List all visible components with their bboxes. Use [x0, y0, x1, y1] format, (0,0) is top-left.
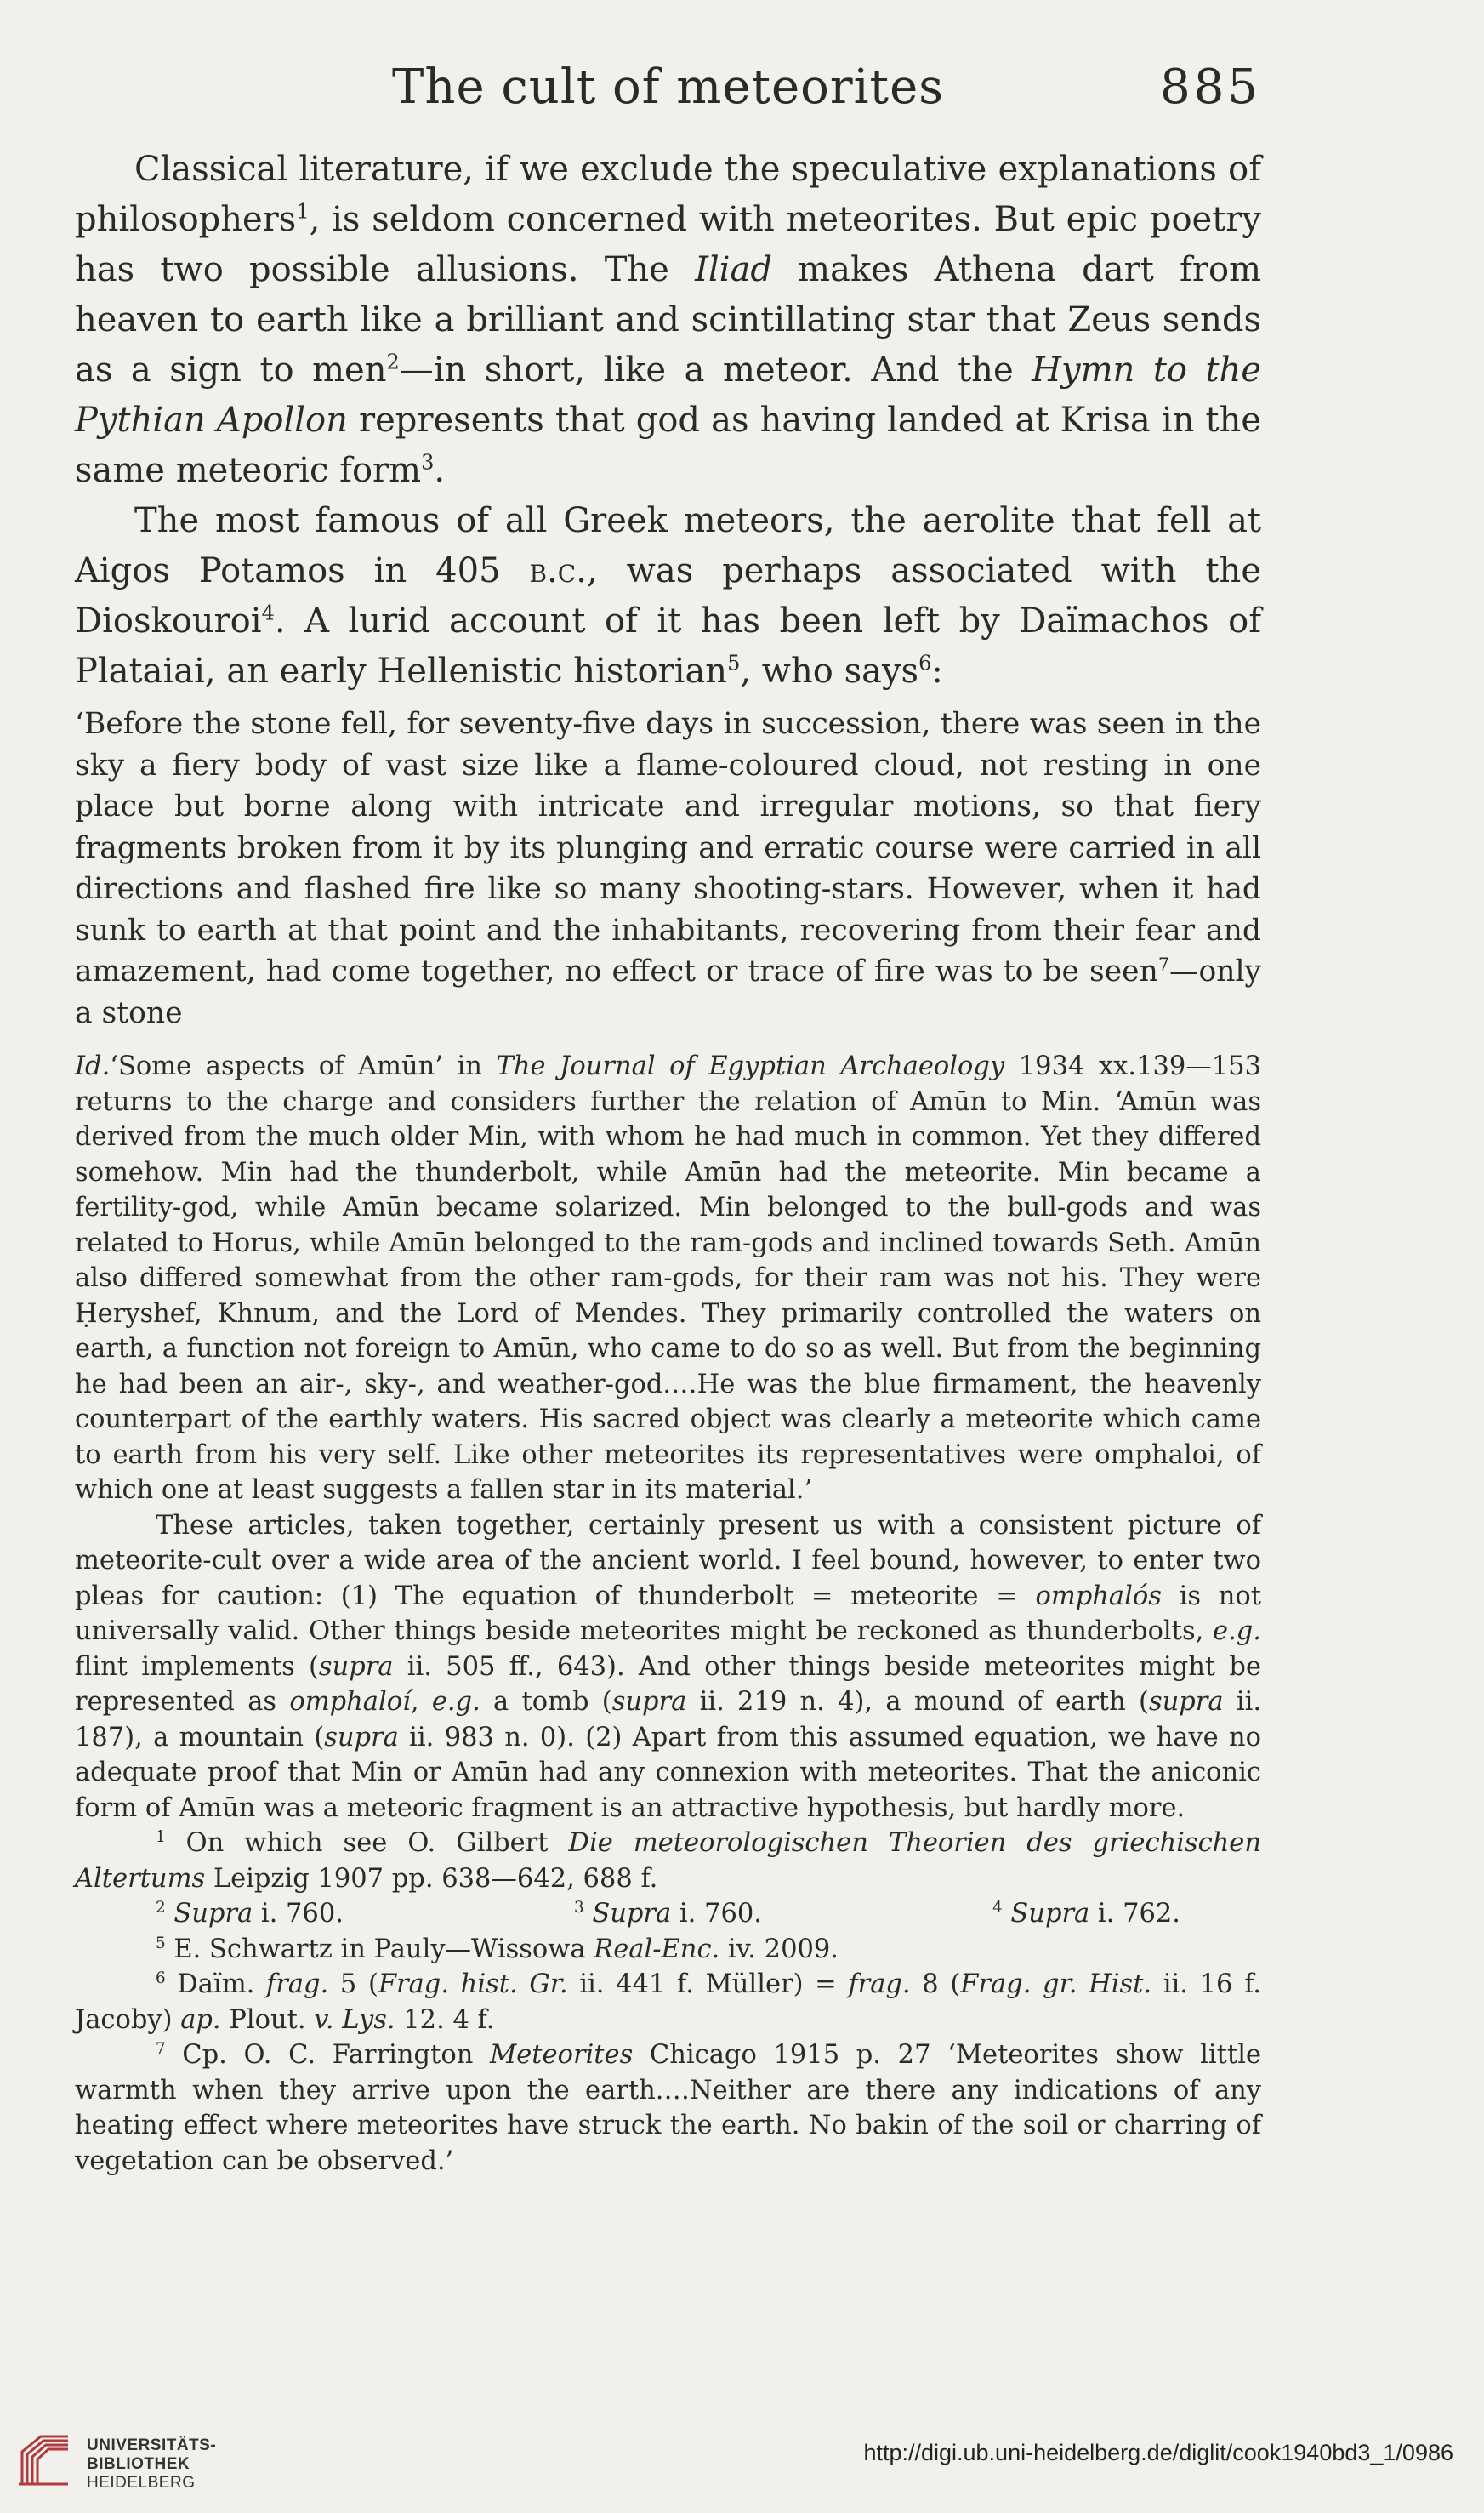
running-head [75, 51, 1261, 145]
footnote-paragraph: These articles, taken together, certainly present us with a consistent picture of meteorite-cult over a wide area of the ancient world. I feel bound, however, to enter two pleas for caution: (1) The equation of thunderbolt = meteorite = omphalós is not universally valid. Other things beside meteorites might be reckoned as thunderbolts, e.g. flint implements (supra ii. 505 ff., 643). And other things beside meteorites might be represented as omphaloí, e.g. a tomb (supra ii. 219 n. 4), a mound of earth (supra ii. 187), a mountain (supra ii. 983 n. 0). (2) Apart from this assumed equation, we have no adequate proof that Min or Amūn had any connexion with meteorites. That the aniconic form of Amūn was a meteoric fragment is an attractive hypothesis, but hardly more. [75, 1510, 1262, 1823]
footer [0, 2416, 1484, 2513]
library-line-2: BIBLIOTHEK [87, 2455, 190, 2473]
footnote-item: $^3$ Supra i. 760. [574, 1898, 762, 1929]
footnote-paragraph: $^7$ Cp. O. C. Farrington Meteorites Chicago 1915 p. 27 ‘Meteorites show little warmth when they arrive upon the earth.…Neither are there any indications of any heating effect where meteorites have struck the earth. No bakin of the soil or charring of vegetation can be observed.’ [75, 2039, 1261, 2176]
footnote-row [75, 1896, 1261, 1932]
page-title: The cult of meteorites [392, 60, 944, 115]
footnote-item: $^4$ Supra i. 762. [992, 1898, 1180, 1929]
library-name [87, 2436, 216, 2493]
quoted-passage: ‘Before the stone fell, for seventy-five days in succession, there was seen in the sky a fiery body of vast size like a flame-coloured cloud, not resting in one place but borne along with intricate and irregular motions, so that fiery fragments broken from it by its plunging and erratic course were carried in all directions and flashed fire like so many shooting-stars. However, when it had sunk to earth at that point and the inhabitants, recovering from their fear and amazement, had come together, no effect or trace of fire was to be seen$^7$—only a stone [75, 707, 1261, 1030]
footnote-paragraph: $^1$ On which see O. Gilbert Die meteorologischen Theorien des griechischen Altertums Leipzig 1907 pp. 638—642, 688 f. [75, 1827, 1261, 1894]
footnote-paragraph: Id.‘Some aspects of Amūn’ in The Journal of Egyptian Archaeology 1934 xx.139—153 returns to the charge and considers further the relation of Amūn to Min. ‘Amūn was derived from the much older Min, with whom he had much in common. Yet they differed somehow. Min had the thunderbolt, while Amūn had the meteorite. Min became a fertility-god, while Amūn became solarized. Min belonged to the bull-gods and was related to Horus, while Amūn belonged to the ram-gods and inclined towards Seth. Amūn also differed somewhat from the other ram-gods, for their ram was not his. They were Ḥeryshef, Khnum, and the Lord of Mendes. They primarily controlled the waters on earth, a function not foreign to Amūn, who came to do so as well. But from the beginning he had been an air-, sky-, and weather-god.…He was the blue firmament, the heavenly counterpart of the earthly waters. His sacred object was clearly a meteorite which came to earth from his very self. Like other meteorites its representatives were omphaloi, of which one at least suggests a fallen star in its material.’ [75, 1051, 1261, 1505]
body-paragraph: Classical literature, if we exclude the speculative explanations of philosophers$^1$, is seldom concerned with meteorites. But epic poetry has two possible allusions. The Iliad makes Athena dart from heaven to earth like a brilliant and scintillating star that Zeus sends as a sign to men$^2$—in short, like a meteor. And the Hymn to the Pythian Apollon represents that god as having landed at Krisa in the same meteoric form$^3$. [75, 150, 1262, 490]
footnotes [75, 1049, 1261, 2179]
library-line-1: UNIVERSITÄTS- [87, 2436, 217, 2454]
footnote-paragraph: $^5$ E. Schwartz in Pauly—Wissowa Real-Enc. iv. 2009. [156, 1934, 839, 1964]
footnote-paragraph: $^6$ Daïm. frag. 5 (Frag. hist. Gr. ii. 441 f. Müller) = frag. 8 (Frag. gr. Hist. ii. 16 f. Jacoby) ap. Plout. v. Lys. 12. 4 f. [75, 1969, 1262, 2035]
library-line-3: HEIDELBERG [87, 2474, 196, 2492]
book-page [75, 51, 1261, 2179]
body-text [75, 145, 1261, 697]
page-number: 885 [1160, 60, 1261, 115]
body-paragraph: The most famous of all Greek meteors, the aerolite that fell at Aigos Potamos in 405 b.c., was perhaps associated with the Dioskouroi$^4$. A lurid account of it has been left by Daïmachos of Plataiai, an early Hellenistic historian$^5$, who says$^6$: [75, 501, 1261, 691]
footnote-item: $^2$ Supra i. 760. [156, 1898, 344, 1929]
library-logo-icon [15, 2428, 75, 2489]
source-url-link[interactable]: http://digi.ub.uni-heidelberg.de/diglit/cook1940bd3_1/0986 [863, 2440, 1453, 2465]
